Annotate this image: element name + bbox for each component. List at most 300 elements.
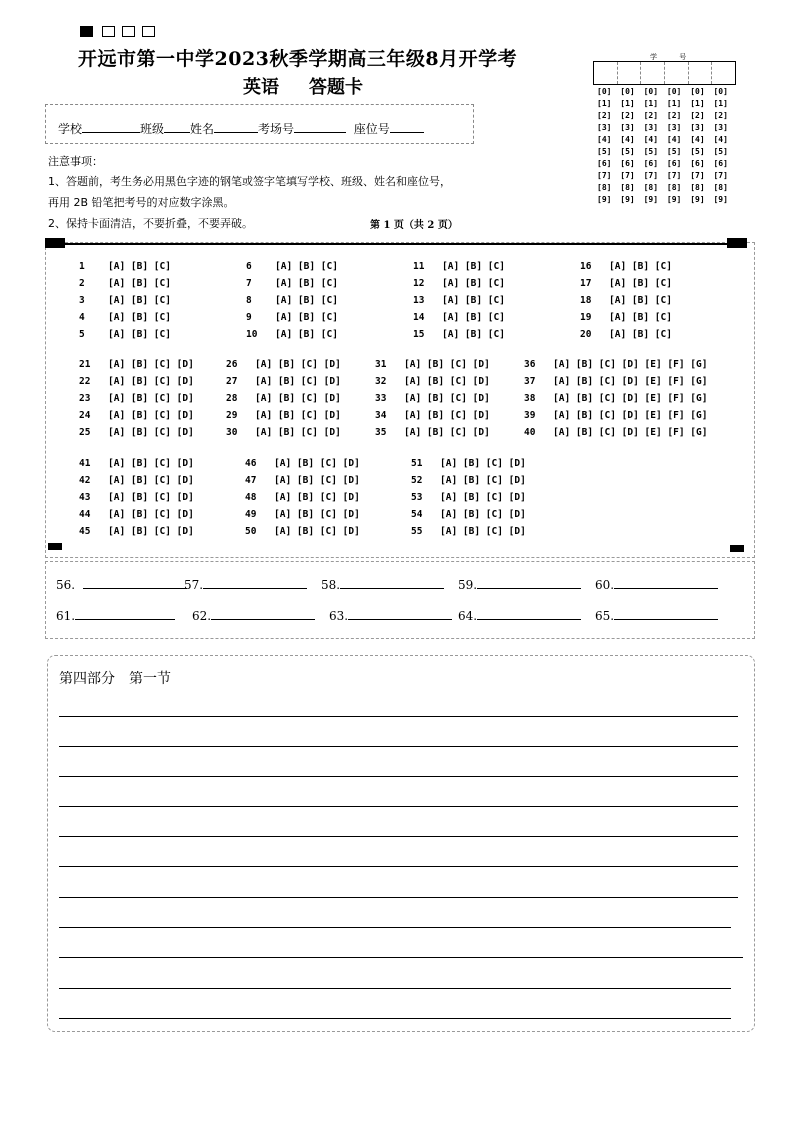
digit-bubble[interactable]: [0] [620, 87, 635, 96]
answer-choices[interactable]: [A] [B] [C] [275, 329, 338, 340]
question-number: 40 [524, 427, 536, 438]
question-item [413, 329, 505, 340]
digit-bubble[interactable]: [2] [690, 111, 705, 120]
writing-line[interactable] [59, 1018, 731, 1019]
question-number: 33 [375, 393, 387, 404]
digit-bubble[interactable]: [2] [620, 111, 635, 120]
answer-choices[interactable]: [A] [B] [C] [108, 261, 171, 272]
question-item [580, 295, 672, 306]
answer-choices[interactable]: [A] [B] [C] [442, 312, 505, 323]
fill-in-blank [192, 607, 315, 623]
answer-choices[interactable]: [A] [B] [C] [D] [404, 393, 490, 404]
answer-choices[interactable]: [A] [B] [C] [D] [108, 475, 194, 486]
answer-choices[interactable]: [A] [B] [C] [D] [108, 393, 194, 404]
answer-choices[interactable]: [A] [B] [C] [D] [440, 458, 526, 469]
question-number: 55 [411, 526, 423, 537]
digit-bubble[interactable]: [3] [690, 123, 705, 132]
answer-choices[interactable]: [A] [B] [C] [D] [440, 475, 526, 486]
question-item [524, 376, 707, 387]
question-item [580, 261, 672, 272]
digit-bubble[interactable]: [0] [690, 87, 705, 96]
answer-choices[interactable]: [A] [B] [C] [108, 278, 171, 289]
blank-line[interactable] [83, 576, 187, 589]
question-item [226, 376, 341, 387]
question-number: 50 [245, 526, 257, 537]
question-number: 25 [79, 427, 91, 438]
digit-bubble[interactable]: [1] [713, 99, 728, 108]
answer-choices[interactable]: [A] [B] [C] [275, 261, 338, 272]
blank-number: 62. [192, 609, 212, 623]
answer-choices[interactable]: [A] [B] [C] [108, 329, 171, 340]
question-number: 43 [79, 492, 91, 503]
answer-choices[interactable]: [A] [B] [C] [609, 261, 672, 272]
digit-bubble[interactable]: [8] [666, 183, 682, 192]
digit-bubble[interactable]: [9] [597, 195, 612, 204]
writing-line[interactable] [59, 746, 738, 747]
school-label: 学校 [58, 122, 83, 136]
digit-bubble[interactable]: [1] [690, 99, 705, 108]
digit-bubble[interactable]: [8] [597, 183, 612, 192]
question-number: 37 [524, 376, 536, 387]
notes-line: 2、保持卡面清洁，不要折叠，不要弄破。 [48, 217, 253, 230]
question-number: 15 [413, 329, 425, 340]
question-item [245, 509, 360, 520]
room-field[interactable] [294, 121, 346, 133]
writing-line[interactable] [59, 897, 738, 898]
question-item [411, 475, 526, 486]
digit-bubble[interactable]: [4] [690, 135, 705, 144]
digit-bubble[interactable]: [6] [713, 159, 728, 168]
question-number: 28 [226, 393, 238, 404]
fill-in-blank [595, 607, 718, 623]
question-number: 44 [79, 509, 91, 520]
answer-choices[interactable]: [A] [B] [C] [D] [255, 359, 341, 370]
digit-bubble[interactable]: [6] [666, 159, 682, 168]
blank-line[interactable] [614, 576, 718, 589]
digit-bubble[interactable]: [1] [620, 99, 635, 108]
fill-in-area [45, 561, 755, 639]
digit-bubble[interactable]: [5] [643, 147, 659, 156]
answer-choices[interactable]: [A] [B] [C] [D] [E] [F] [G] [553, 427, 708, 438]
name-label: 姓名 [190, 122, 215, 136]
question-number: 34 [375, 410, 387, 421]
answer-choices[interactable]: [A] [B] [C] [D] [255, 427, 341, 438]
question-item [413, 261, 505, 272]
exam-number-grid[interactable] [593, 61, 736, 85]
digit-bubble[interactable]: [2] [597, 111, 612, 120]
question-number: 31 [375, 359, 387, 370]
question-item [375, 393, 490, 404]
digit-bubble[interactable]: [8] [690, 183, 705, 192]
digit-bubble[interactable]: [9] [643, 195, 659, 204]
question-item [226, 427, 341, 438]
digit-bubble[interactable]: [8] [713, 183, 728, 192]
corner-square-filled [80, 26, 93, 37]
question-number: 38 [524, 393, 536, 404]
digit-row [597, 183, 737, 195]
blank-line[interactable] [614, 607, 718, 620]
blank-line[interactable] [477, 576, 581, 589]
answer-choices[interactable]: [A] [B] [C] [D] [440, 492, 526, 503]
digit-bubble[interactable]: [8] [643, 183, 659, 192]
question-item [580, 312, 672, 323]
digit-bubble[interactable]: [3] [666, 123, 682, 132]
blank-number: 65. [595, 609, 615, 623]
alignment-mark [730, 545, 744, 552]
answer-choices[interactable]: [A] [B] [C] [D] [274, 475, 360, 486]
answer-choices[interactable]: [A] [B] [C] [D] [404, 359, 490, 370]
question-item [246, 295, 338, 306]
card-label: 答题卡 [309, 77, 363, 98]
writing-area [47, 655, 755, 1032]
question-number: 18 [580, 295, 592, 306]
answer-choices[interactable]: [A] [B] [C] [D] [108, 492, 194, 503]
question-item [375, 359, 490, 370]
question-number: 19 [580, 312, 592, 323]
digit-bubble[interactable]: [0] [597, 87, 612, 96]
subject-label: 英语 [243, 77, 279, 98]
answer-choices[interactable]: [A] [B] [C] [D] [274, 458, 360, 469]
question-item [524, 427, 707, 438]
digit-bubble[interactable]: [6] [643, 159, 659, 168]
digit-bubble[interactable]: [9] [620, 195, 635, 204]
digit-bubble[interactable]: [7] [620, 171, 635, 180]
question-number: 53 [411, 492, 423, 503]
digit-bubble[interactable]: [5] [666, 147, 682, 156]
writing-line[interactable] [59, 927, 731, 928]
notes-line: 再用 2B 铅笔把考号的对应数字涂黑。 [48, 196, 235, 209]
digit-bubble[interactable]: [9] [713, 195, 728, 204]
answer-choices[interactable]: [A] [B] [C] [D] [108, 410, 194, 421]
fill-in-blank [56, 607, 175, 623]
digit-bubble[interactable]: [6] [690, 159, 705, 168]
question-number: 12 [413, 278, 425, 289]
fill-in-blank [184, 576, 307, 592]
blank-line[interactable] [203, 576, 307, 589]
page-indicator: 第 1 页（共 2 页） [370, 220, 458, 231]
blank-line[interactable] [348, 607, 452, 620]
question-item [79, 376, 194, 387]
answer-choices[interactable]: [A] [B] [C] [D] [E] [F] [G] [553, 393, 708, 404]
fill-in-blank [329, 607, 452, 623]
answer-choices[interactable]: [A] [B] [C] [D] [108, 509, 194, 520]
question-number: 21 [79, 359, 91, 370]
answer-choices[interactable]: [A] [B] [C] [D] [404, 427, 490, 438]
question-item [79, 329, 171, 340]
digit-bubble[interactable]: [4] [666, 135, 682, 144]
question-number: 22 [79, 376, 91, 387]
blank-line[interactable] [75, 607, 175, 620]
question-number: 27 [226, 376, 238, 387]
answer-choices[interactable]: [A] [B] [C] [275, 295, 338, 306]
question-item [79, 492, 194, 503]
answer-choices[interactable]: [A] [B] [C] [108, 295, 171, 306]
question-number: 9 [246, 312, 252, 323]
question-item [413, 295, 505, 306]
digit-bubble[interactable]: [2] [713, 111, 728, 120]
question-number: 41 [79, 458, 91, 469]
question-number: 17 [580, 278, 592, 289]
question-number: 5 [79, 329, 85, 340]
answer-choices[interactable]: [A] [B] [C] [442, 261, 505, 272]
digit-row [597, 87, 737, 99]
question-number: 6 [246, 261, 252, 272]
seat-field[interactable] [390, 121, 424, 133]
corner-square [122, 26, 135, 37]
answer-choices[interactable]: [A] [B] [C] [442, 295, 505, 306]
exam-number-label: 学 号 [650, 53, 697, 61]
fill-in-blank [458, 576, 581, 592]
answer-choices[interactable]: [A] [B] [C] [D] [108, 376, 194, 387]
answer-choices[interactable]: [A] [B] [C] [442, 329, 505, 340]
question-item [524, 393, 707, 404]
name-field[interactable] [214, 121, 258, 133]
digit-bubble[interactable]: [1] [643, 99, 659, 108]
question-number: 32 [375, 376, 387, 387]
digit-bubble[interactable]: [0] [666, 87, 682, 96]
question-item [79, 509, 194, 520]
digit-bubble[interactable]: [5] [620, 147, 635, 156]
digit-bubble[interactable]: [0] [713, 87, 728, 96]
blank-number: 60. [595, 578, 615, 592]
digit-bubble[interactable]: [3] [713, 123, 728, 132]
writing-line[interactable] [59, 957, 743, 958]
question-number: 1 [79, 261, 85, 272]
digit-bubble[interactable]: [7] [690, 171, 705, 180]
answer-choices[interactable]: [A] [B] [C] [D] [404, 410, 490, 421]
question-item [375, 376, 490, 387]
question-item [79, 295, 171, 306]
digit-bubble[interactable]: [9] [690, 195, 705, 204]
writing-line[interactable] [59, 988, 731, 989]
answer-choices[interactable]: [A] [B] [C] [108, 312, 171, 323]
alignment-mark [48, 543, 62, 550]
answer-choices[interactable]: [A] [B] [C] [D] [440, 509, 526, 520]
digit-row [597, 99, 737, 111]
digit-bubble[interactable]: [5] [713, 147, 728, 156]
blank-number: 57. [184, 578, 204, 592]
question-item [246, 329, 338, 340]
digit-bubble[interactable]: [7] [643, 171, 659, 180]
question-item [580, 278, 672, 289]
question-item [411, 509, 526, 520]
question-item [226, 410, 341, 421]
answer-choices[interactable]: [A] [B] [C] [D] [255, 410, 341, 421]
answer-choices[interactable]: [A] [B] [C] [609, 312, 672, 323]
digit-bubble[interactable]: [0] [643, 87, 659, 96]
question-number: 23 [79, 393, 91, 404]
digit-row [597, 111, 737, 123]
room-label: 考场号 [258, 122, 295, 136]
answer-choices[interactable]: [A] [B] [C] [609, 278, 672, 289]
fill-in-blank [56, 576, 187, 592]
answer-choices[interactable]: [A] [B] [C] [609, 295, 672, 306]
question-item [246, 312, 338, 323]
section-title: 第四部分 第一节 [59, 671, 171, 687]
corner-square [142, 26, 155, 37]
digit-bubble[interactable]: [4] [620, 135, 635, 144]
answer-choices[interactable]: [A] [B] [C] [442, 278, 505, 289]
exam-title: 开远市第一中学2023秋季学期高三年级8月开学考 [78, 48, 518, 70]
question-item [246, 261, 338, 272]
student-info-box [45, 104, 474, 144]
digit-bubble[interactable]: [2] [666, 111, 682, 120]
answer-choices[interactable]: [A] [B] [C] [D] [404, 376, 490, 387]
digit-bubble[interactable]: [7] [713, 171, 728, 180]
question-number: 29 [226, 410, 238, 421]
digit-row [597, 159, 737, 171]
writing-line[interactable] [59, 836, 738, 837]
digit-bubble[interactable]: [8] [620, 183, 635, 192]
question-item [245, 458, 360, 469]
question-number: 47 [245, 475, 257, 486]
answer-choices[interactable]: [A] [B] [C] [D] [274, 526, 360, 537]
question-number: 42 [79, 475, 91, 486]
digit-bubble[interactable]: [4] [643, 135, 659, 144]
digit-row [597, 195, 737, 207]
digit-bubble[interactable]: [3] [597, 123, 612, 132]
class-label: 班级 [140, 122, 165, 136]
digit-bubble[interactable]: [2] [643, 111, 659, 120]
alignment-mark [45, 238, 65, 248]
answer-choices[interactable]: [A] [B] [C] [609, 329, 672, 340]
corner-square [102, 26, 115, 37]
digit-bubble[interactable]: [9] [666, 195, 682, 204]
question-item [79, 427, 194, 438]
question-item [245, 475, 360, 486]
digit-bubble[interactable]: [5] [690, 147, 705, 156]
question-number: 13 [413, 295, 425, 306]
question-item [79, 410, 194, 421]
question-number: 10 [246, 329, 258, 340]
question-number: 51 [411, 458, 423, 469]
digit-bubble[interactable]: [4] [597, 135, 612, 144]
digit-bubble[interactable]: [3] [620, 123, 635, 132]
question-number: 52 [411, 475, 423, 486]
fill-in-blank [458, 607, 581, 623]
question-item [413, 278, 505, 289]
blank-line[interactable] [211, 607, 315, 620]
question-item [79, 458, 194, 469]
blank-line[interactable] [477, 607, 581, 620]
question-item [79, 475, 194, 486]
fill-in-blank [321, 576, 444, 592]
question-number: 8 [246, 295, 252, 306]
digit-bubble[interactable]: [6] [597, 159, 612, 168]
answer-choices[interactable]: [A] [B] [C] [D] [274, 509, 360, 520]
writing-line[interactable] [59, 806, 738, 807]
question-number: 7 [246, 278, 252, 289]
question-number: 24 [79, 410, 91, 421]
question-number: 49 [245, 509, 257, 520]
question-item [246, 278, 338, 289]
question-number: 45 [79, 526, 91, 537]
answer-choices[interactable]: [A] [B] [C] [D] [255, 376, 341, 387]
fill-in-blank [595, 576, 718, 592]
question-number: 36 [524, 359, 536, 370]
digit-bubble[interactable]: [3] [643, 123, 659, 132]
question-item [524, 359, 707, 370]
question-item [79, 278, 171, 289]
question-item [375, 427, 490, 438]
blank-number: 56. [56, 578, 76, 592]
question-number: 20 [580, 329, 592, 340]
question-item [524, 410, 707, 421]
answer-choices[interactable]: [A] [B] [C] [D] [E] [F] [G] [553, 359, 708, 370]
digit-bubble[interactable]: [4] [713, 135, 728, 144]
digit-bubble[interactable]: [6] [620, 159, 635, 168]
answer-choices[interactable]: [A] [B] [C] [D] [255, 393, 341, 404]
answer-choices[interactable]: [A] [B] [C] [D] [E] [F] [G] [553, 410, 708, 421]
digit-bubble[interactable]: [7] [666, 171, 682, 180]
notes-line: 1、答题前，考生务必用黑色字迹的钢笔或签字笔填写学校、班级、姓名和座位号， [48, 175, 451, 188]
question-number: 2 [79, 278, 85, 289]
question-number: 16 [580, 261, 592, 272]
question-item [411, 492, 526, 503]
question-number: 26 [226, 359, 238, 370]
writing-line[interactable] [59, 716, 738, 717]
question-item [79, 261, 171, 272]
question-item [413, 312, 505, 323]
answer-choices[interactable]: [A] [B] [C] [D] [E] [F] [G] [553, 376, 708, 387]
question-item [79, 359, 194, 370]
question-number: 30 [226, 427, 238, 438]
question-item [245, 526, 360, 537]
class-field[interactable] [164, 121, 190, 133]
question-number: 39 [524, 410, 536, 421]
question-item [580, 329, 672, 340]
digit-row [597, 147, 737, 159]
question-item [226, 359, 341, 370]
answer-choices[interactable]: [A] [B] [C] [D] [108, 526, 194, 537]
alignment-mark [727, 238, 747, 248]
school-field[interactable] [82, 121, 140, 133]
answer-choices[interactable]: [A] [B] [C] [275, 278, 338, 289]
blank-number: 64. [458, 609, 478, 623]
answer-choices[interactable]: [A] [B] [C] [D] [440, 526, 526, 537]
question-number: 14 [413, 312, 425, 323]
digit-row [597, 135, 737, 147]
digit-row [597, 171, 737, 183]
question-item [375, 410, 490, 421]
question-number: 4 [79, 312, 85, 323]
blank-number: 61. [56, 609, 76, 623]
question-item [245, 492, 360, 503]
notes-heading: 注意事项： [48, 155, 103, 168]
blank-line[interactable] [340, 576, 444, 589]
digit-bubble[interactable]: [7] [597, 171, 612, 180]
question-number: 35 [375, 427, 387, 438]
answer-choices[interactable]: [A] [B] [C] [D] [108, 458, 194, 469]
digit-bubble[interactable]: [5] [597, 147, 612, 156]
question-number: 11 [413, 261, 425, 272]
answer-choices[interactable]: [A] [B] [C] [D] [108, 359, 194, 370]
answer-choices[interactable]: [A] [B] [C] [275, 312, 338, 323]
writing-line[interactable] [59, 866, 738, 867]
question-item [411, 458, 526, 469]
exam-number-digits[interactable] [597, 87, 737, 207]
answer-choices[interactable]: [A] [B] [C] [D] [108, 427, 194, 438]
writing-line[interactable] [59, 776, 738, 777]
question-item [226, 393, 341, 404]
seat-label: 座位号 [353, 122, 390, 136]
digit-bubble[interactable]: [1] [666, 99, 682, 108]
card-subtitle [243, 73, 363, 99]
digit-bubble[interactable]: [1] [597, 99, 612, 108]
blank-number: 58. [321, 578, 341, 592]
question-item [79, 526, 194, 537]
answer-choices[interactable]: [A] [B] [C] [D] [274, 492, 360, 503]
